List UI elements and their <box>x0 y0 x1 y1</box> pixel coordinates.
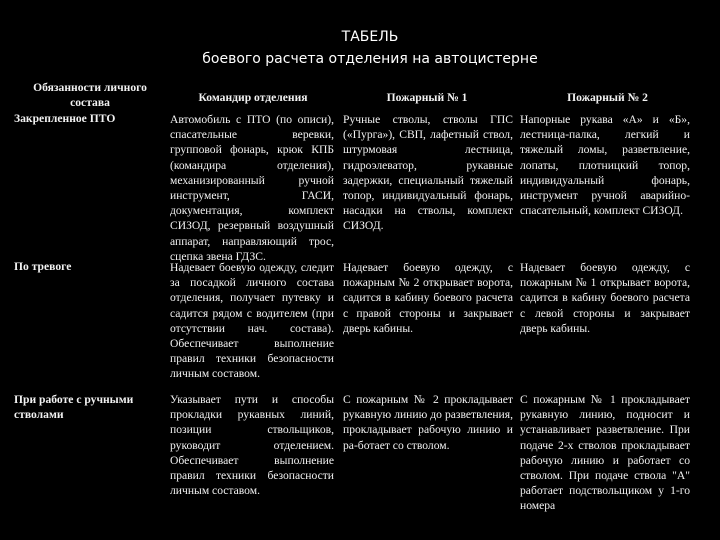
title-line-1: ТАБЕЛЬ <box>341 29 399 45</box>
header-commander: Командир отделения <box>198 91 308 104</box>
document-title <box>150 26 590 70</box>
cell-firefighter-2-hand-nozzles: С пожарным № 1 прокладывает рукавную линию, подносит и устанавливает разветвление. При подаче 2-х стволов прокладывает рабочую линию и работает со стволом. При подаче ствола "А" работает подствольщиком у 1-го номера <box>520 393 690 513</box>
header-firefighter-2: Пожарный № 2 <box>567 91 648 104</box>
header-duties: Обязанности личного состава <box>33 81 147 110</box>
cell-firefighter-1-hand-nozzles: С пожарным № 2 прокладывает рукавную линию до разветвления, прокладывает рабочую линию и ра-ботает со стволом. <box>343 393 513 452</box>
row-label-hand-nozzles: При работе с ручными стволами <box>14 393 134 422</box>
row-label-alarm: По тревоге <box>14 260 72 273</box>
cell-firefighter-1-alarm: Надевает боевую одежду, с пожарным № 2 открывает ворота, садится в кабину боевого расчета с правой стороны и закрывает дверь кабины. <box>343 261 513 335</box>
row-label-assigned-equipment: Закрепленное ПТО <box>14 112 116 125</box>
header-firefighter-1: Пожарный № 1 <box>386 91 468 104</box>
cell-firefighter-2-equipment: Напорные рукава «А» и «Б», лестница-палка, легкий и тяжелый ломы, разветвление, лопаты, плотницкий топор, индивидуальный фонарь, инструмент ручной аварийно-спасательный, комплект СИЗОД. <box>520 113 690 218</box>
title-line-2: боевого расчета отделения на автоцистерне <box>202 51 538 67</box>
cell-commander-hand-nozzles: Указывает пути и способы прокладки рукавных линий, позиции ствольщиков, руководит отделением. Обеспечивает выполнение правил техники безопасности личным составом. <box>170 393 334 498</box>
cell-firefighter-2-alarm: Надевает боевую одежду, с пожарным № 1 открывает ворота, садится в кабину боевого расчета с левой стороны и закрывает дверь кабины. <box>520 261 690 335</box>
cell-firefighter-1-equipment: Ручные стволы, стволы ГПС («Пурга»), СВП, лафетный ствол, штурмовая лестница, гидроэлеватор, рукавные задержки, специальный тяжелый топор, индивидуальный фонарь, насадки на стволы, комплект СИЗОД. <box>343 113 513 233</box>
cell-commander-alarm: Надевает боевую одежду, следит за посадкой личного состава отделения, получает путевку и садится рядом с водителем (при отсутствии нач. состава). Обеспечивает выполнение правил техники безопасности личным составом. <box>170 261 334 381</box>
cell-commander-equipment: Автомобиль с ПТО (по описи), спасательные веревки, групповой фонарь, крюк КПБ (командира отделения), механизированный ручной инструмент, ГАСИ, документация, комплект СИЗОД, резервный воздушный аппарат, направляющий трос, сцепка звена ГДЗС. <box>170 113 334 263</box>
